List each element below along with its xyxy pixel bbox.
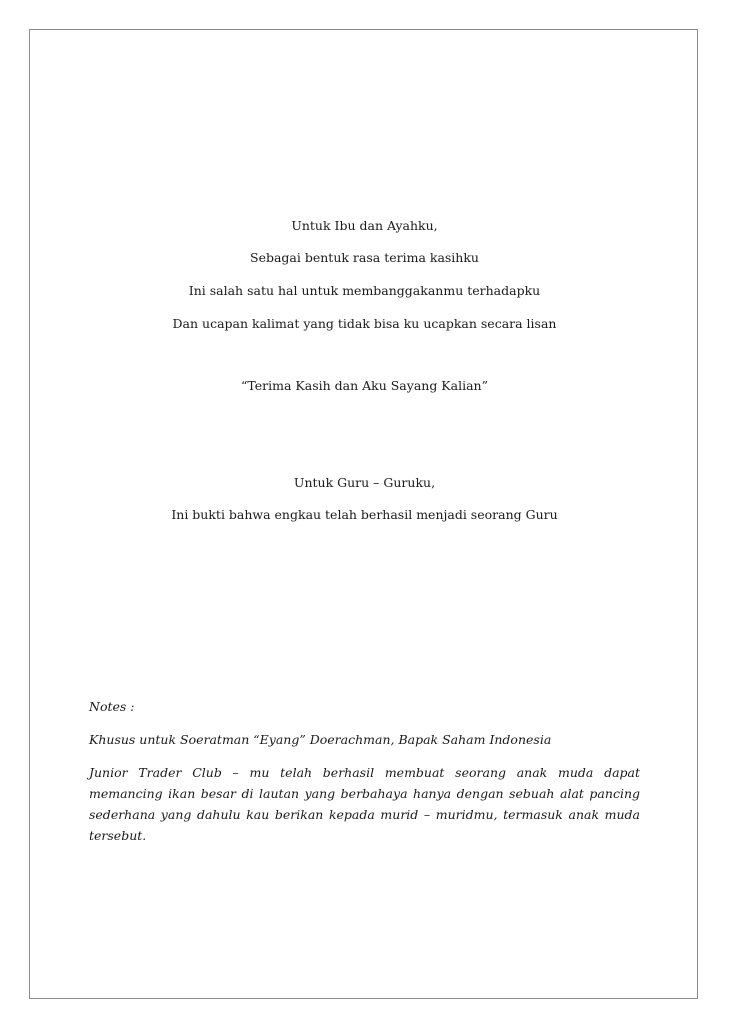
notes-heading: Notes : <box>89 699 135 714</box>
parents-line-unspoken: Dan ucapan kalimat yang tidak bisa ku ucapkan secara lisan <box>172 316 557 331</box>
parents-quote: “Terima Kasih dan Aku Sayang Kalian” <box>241 378 488 393</box>
teachers-line-proof: Ini bukti bahwa engkau telah berhasil menjadi seorang Guru <box>171 507 558 522</box>
notes-special-thanks: Khusus untuk Soeratman “Eyang” Doerachman, Bapak Saham Indonesia <box>89 732 552 747</box>
teachers-heading: Untuk Guru – Guruku, <box>293 475 436 490</box>
notes-section <box>89 696 640 846</box>
parents-heading: Untuk Ibu dan Ayahku, <box>291 218 438 233</box>
notes-paragraph: Junior Trader Club – mu telah berhasil membuat seorang anak muda dapat memancing ikan besar di lautan yang berbahaya hanya dengan sebuah alat pancing sederhana yang dahulu kau berikan kepada murid – muridmu, termasuk anak muda tersebut. <box>89 765 640 843</box>
parents-line-gratitude: Sebagai bentuk rasa terima kasihku <box>250 250 479 265</box>
parents-line-pride: Ini salah satu hal untuk membanggakanmu terhadapku <box>188 283 541 298</box>
